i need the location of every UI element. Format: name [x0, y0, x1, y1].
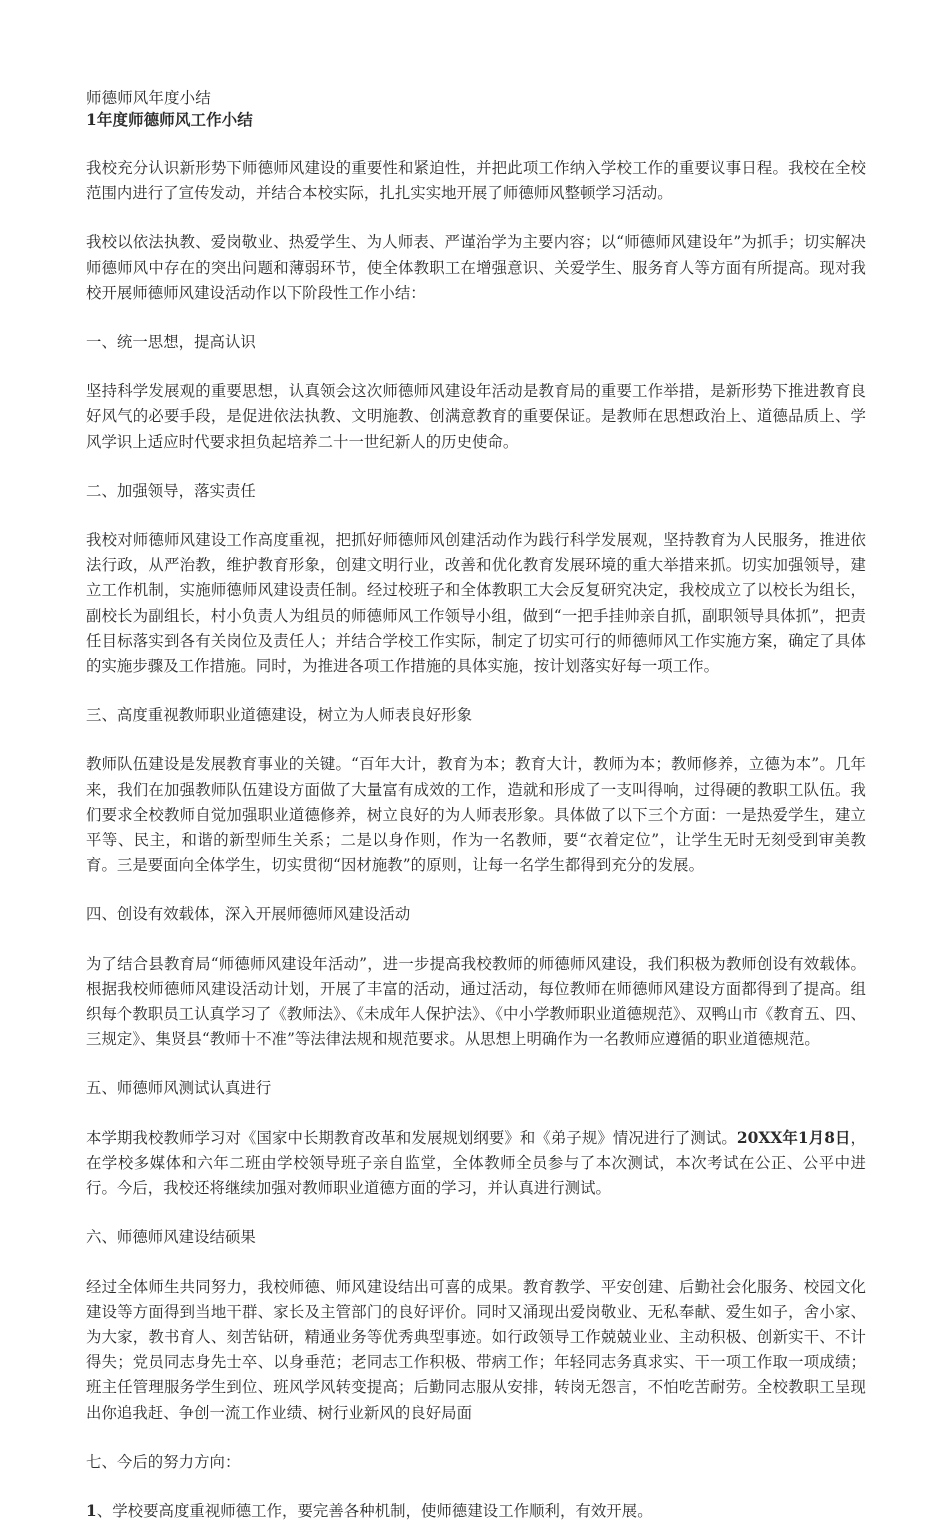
- body-paragraph: 为了结合县教育局“师德师风建设年活动”，进一步提高我校教师的师德师风建设，我们积极为教师创设有效载体。根据我校师德师风建设活动计划，开展了丰富的活动，通过活动，每位教师在师德师风建设方面都得到了提高。组织每个教职员工认真学习了《教师法》、《未成年人保护法》、《中小学教师职业道德规范》、双鸭山市《教育五、四、三规定》、集贤县“教师十不准”等法律法规和规范要求。从思想上明确作为一名教师应遵循的职业道德规范。: [86, 954, 866, 1049]
- document-title-block: [86, 88, 866, 130]
- body-paragraph: 我校以依法执教、爱岗敬业、热爱学生、为人师表、严谨治学为主要内容；以“师德师风建设年”为抓手；切实解决师德师风中存在的突出问题和薄弱环节，使全体教职工在增强意识、关爱学生、服务育人等方面有所提高。现对我校开展师德师风建设活动作以下阶段性工作小结：: [86, 233, 866, 302]
- paragraph-text: 本学期我校教师学习对《国家中长期教育改革和发展规划纲要》和《弟子规》情况进行了测试。: [86, 1128, 737, 1147]
- body-paragraph: 经过全体师生共同努力，我校师德、师风建设结出可喜的成果。教育教学、平安创建、后勤社会化服务、校园文化建设等方面得到当地干群、家长及主管部门的良好评价。同时又涌现出爱岗敬业、无私奉献、爱生如子，舍小家、为大家，教书育人、刻苦钻研，精通业务等优秀典型事迹。如行政领导工作兢兢业业、主动积极、创新实干、不计得失；党员同志身先士卒、以身垂范；老同志工作积极、带病工作；年轻同志务真求实、干一项工作取一项成绩；班主任管理服务学生到位、班风学风转变提高；后勤同志服从安排，转岗无怨言，不怕吃苦耐劳。全校教职工呈现出你追我赶、争创一流工作业绩、树行业新风的良好局面: [86, 1277, 866, 1422]
- body-paragraph: [86, 1126, 866, 1202]
- paragraph-text: ，在学校多媒体和六年二班由学校领导班子亲自监堂，全体教师全员参与了本次测试，本次考试在公正、公平中进行。今后，我校还将继续加强对教师职业道德方面的学习，并认真进行测试。: [86, 1128, 866, 1198]
- document-title-line-2: 1年度师德师风工作小结: [86, 110, 253, 129]
- paragraph-text: 、学校要高度重视师德工作，要完善各种机制，使师德建设工作顺利，有效开展。: [96, 1501, 653, 1520]
- section-heading: 七、今后的努力方向：: [86, 1452, 241, 1471]
- body-paragraph: 教师队伍建设是发展教育事业的关键。“百年大计，教育为本；教育大计，教师为本；教师修养，立德为本”。几年来，我们在加强教师队伍建设方面做了大量富有成效的工作，造就和形成了一支叫得响，过得硬的教职工队伍。我们要求全校教师自觉加强职业道德修养，树立良好的为人师表形象。具体做了以下三个方面：一是热爱学生，建立平等、民主，和谐的新型师生关系；二是以身作则，作为一名教师，要“衣着定位”，让学生无时无刻受到审美教育。三是要面向全体学生，切实贯彻“因材施教”的原则，让每一名学生都得到充分的发展。: [86, 755, 866, 875]
- document-body: [86, 156, 866, 1524]
- body-paragraph: 坚持科学发展观的重要思想，认真领会这次师德师风建设年活动是教育局的重要工作举措，是新形势下推进教育良好风气的必要手段，是促进依法执教、文明施教、创满意教育的重要保证。是教师在思想政治上、道德品质上、学风学识上适应时代要求担负起培养二十一世纪新人的历史使命。: [86, 382, 866, 451]
- section-heading: 六、师德师风建设结硕果: [86, 1228, 256, 1247]
- section-heading: 二、加强领导，落实责任: [86, 481, 256, 500]
- body-paragraph: [86, 1499, 866, 1524]
- section-heading: 五、师德师风测试认真进行: [86, 1079, 272, 1098]
- section-heading: 四、创设有效载体，深入开展师德师风建设活动: [86, 905, 411, 924]
- document-title-line-1: 师德师风年度小结: [86, 89, 211, 107]
- section-heading: 三、高度重视教师职业道德建设，树立为人师表良好形象: [86, 706, 473, 725]
- emphasis-text: 1: [86, 1501, 97, 1520]
- emphasis-text: 20XX年1月8日: [736, 1128, 851, 1147]
- section-heading: 一、统一思想，提高认识: [86, 333, 256, 352]
- body-paragraph: 我校充分认识新形势下师德师风建设的重要性和紧迫性，并把此项工作纳入学校工作的重要议事日程。我校在全校范围内进行了宣传发动，并结合本校实际，扎扎实实地开展了师德师风整顿学习活动。: [86, 159, 866, 203]
- body-paragraph: 我校对师德师风建设工作高度重视，把抓好师德师风创建活动作为践行科学发展观，坚持教育为人民服务，推进依法行政，从严治教，维护教育形象，创建文明行业，改善和优化教育发展环境的重大举措来抓。切实加强领导，建立工作机制，实施师德师风建设责任制。经过校班子和全体教职工大会反复研究决定，我校成立了以校长为组长，副校长为副组长，村小负责人为组员的师德师风工作领导小组，做到“一把手挂帅亲自抓，副职领导具体抓”，把责任目标落实到各有关岗位及责任人；并结合学校工作实际，制定了切实可行的师德师风工作实施方案，确定了具体的实施步骤及工作措施。同时，为推进各项工作措施的具体实施，按计划落实好每一项工作。: [86, 531, 866, 676]
